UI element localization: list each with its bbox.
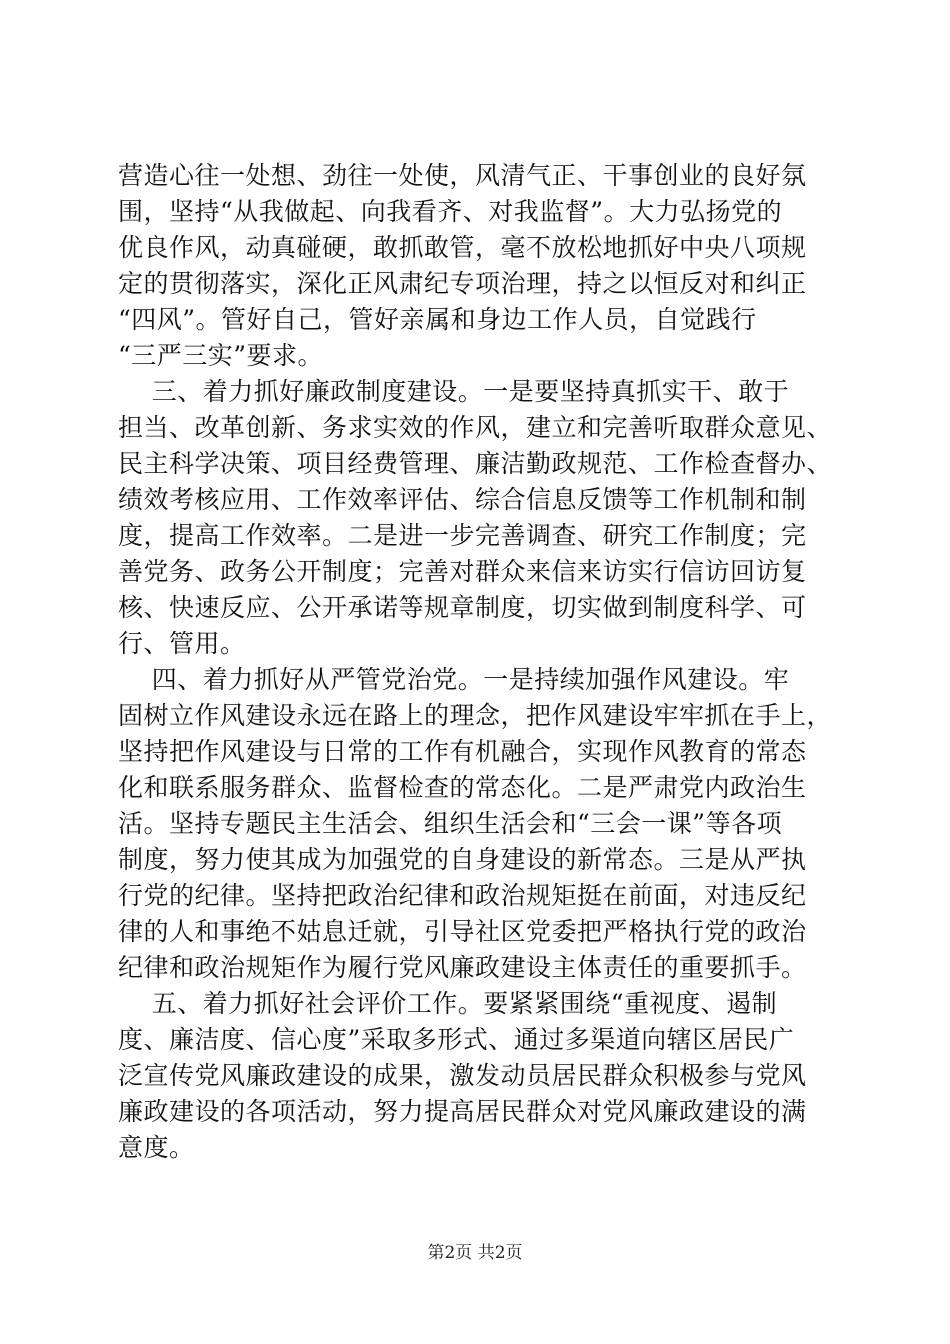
body-line: 担当、改革创新、务求实效的作风，建立和完善听取群众意见、 [118,413,833,442]
body-line: 营造心往一处想、劲往一处使，风清气正、干事创业的良好氛 [118,161,807,190]
body-line: 律的人和事绝不姑息迁就，引导社区党委把严格执行党的政治 [118,917,807,946]
body-line: 围，坚持“从我做起、向我看齐、对我监督”。大力弘扬党的 [118,197,783,226]
body-line: 化和联系服务群众、监督检查的常态化。二是严肃党内政治生 [118,773,807,802]
body-line: 意度。 [118,1133,195,1162]
document-body [118,158,838,1166]
body-line: 核、快速反应、公开承诺等规章制度，切实做到制度科学、可 [118,593,807,622]
body-line: 四、着力抓好从严管党治党。一是持续加强作风建设。牢 [118,665,790,694]
body-line: 廉政建设的各项活动，努力提高居民群众对党风廉政建设的满 [118,1097,807,1126]
body-line: 定的贯彻落实，深化正风肃纪专项治理，持之以恒反对和纠正 [118,269,807,298]
body-line: 民主科学决策、项目经费管理、廉洁勤政规范、工作检查督办、 [118,449,833,478]
body-line: 纪律和政治规矩作为履行党风廉政建设主体责任的重要抓手。 [118,953,807,982]
body-line: 优良作风，动真碰硬，敢抓敢管，毫不放松地抓好中央八项规 [118,233,807,262]
body-line: “四风”。管好自己，管好亲属和身边工作人员，自觉践行 [118,305,757,334]
body-line: “三严三实”要求。 [118,341,324,370]
body-line: 善党务、政务公开制度；完善对群众来信来访实行信访回访复 [118,557,807,586]
body-line: 五、着力抓好社会评价工作。要紧紧围绕“重视度、遏制 [118,989,778,1018]
body-line: 活。坚持专题民主生活会、组织生活会和“三会一课”等各项 [118,809,783,838]
body-line: 行、管用。 [118,629,246,658]
body-line: 度、廉洁度、信心度”采取多形式、通过多渠道向辖区居民广 [118,1025,795,1054]
body-line: 三、着力抓好廉政制度建设。一是要坚持真抓实干、敢于 [118,377,790,406]
body-line: 制度，努力使其成为加强党的自身建设的新常态。三是从严执 [118,845,807,874]
page-footer: 第2页 共2页 [427,1243,523,1263]
body-line: 坚持把作风建设与日常的工作有机融合，实现作风教育的常态 [118,737,807,766]
body-line: 行党的纪律。坚持把政治纪律和政治规矩挺在前面，对违反纪 [118,881,807,910]
body-line: 泛宣传党风廉政建设的成果，激发动员居民群众积极参与党风 [118,1061,807,1090]
body-line: 固树立作风建设永远在路上的理念，把作风建设牢牢抓在手上， [118,701,833,730]
body-line: 度，提高工作效率。二是进一步完善调查、研究工作制度；完 [118,521,807,550]
body-line: 绩效考核应用、工作效率评估、综合信息反馈等工作机制和制 [118,485,807,514]
